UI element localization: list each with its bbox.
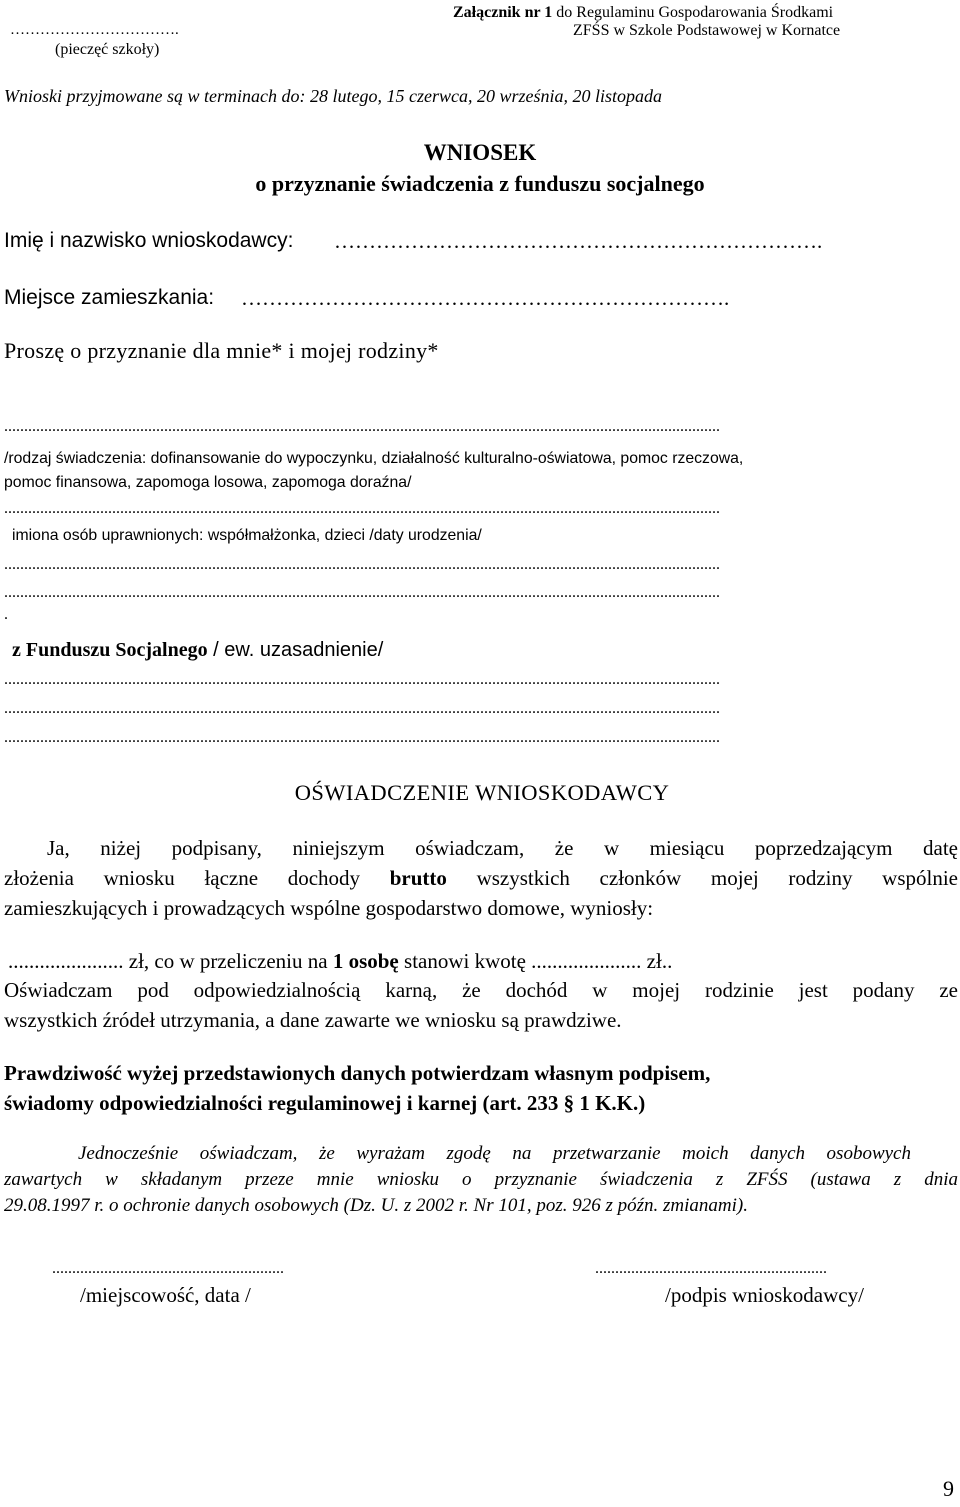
beneficiaries-hint: imiona osób uprawnionych: współmałżonka, dzieci /daty urodzenia/ bbox=[12, 527, 482, 544]
income-a: ...................... zł, co w przeliczeniu na bbox=[8, 949, 333, 973]
consent-line1: Jednocześnie oświadczam, że wyrażam zgodę na przetwarzanie moich danych osobowych bbox=[78, 1143, 911, 1164]
address-field[interactable]: ……………………………………………………………. bbox=[241, 286, 730, 310]
applicant-name-field[interactable]: ……………………………………………………………. bbox=[334, 229, 823, 253]
form-subtitle: o przyznanie świadczenia z funduszu socjalnego bbox=[255, 171, 705, 196]
fund-line bbox=[12, 639, 383, 662]
stamp-dots: ……………………………. bbox=[10, 22, 179, 38]
income-b: stanowi kwotę ..................... zł.. bbox=[398, 949, 673, 973]
benefit-type-hint-1: /rodzaj świadczenia: dofinansowanie do wypoczynku, działalność kulturalno-oświatowa, pomoc rzeczowa, bbox=[4, 450, 744, 467]
signature-label: /podpis wnioskodawcy/ bbox=[665, 1283, 864, 1307]
request-text: Proszę o przyznanie dla mnie* i mojej rodziny* bbox=[4, 338, 439, 363]
consent-line3: 29.08.1997 r. o ochronie danych osobowych (Dz. U. z 2002 r. Nr 101, poz. 926 z późn. zmianami). bbox=[4, 1195, 748, 1216]
deadlines-note: Wnioski przyjmowane są w terminach do: 28 lutego, 15 czerwca, 20 września, 20 listopada bbox=[4, 86, 662, 106]
benefit-type-hint-2: pomoc finansowa, zapomoga losowa, zapomoga doraźna/ bbox=[4, 474, 412, 491]
truth-statement-line2: świadomy odpowiedzialności regulaminowej i karnej (art. 233 § 1 K.K.) bbox=[4, 1091, 646, 1115]
benefit-type-line[interactable]: ................................................................................................................................................................................... bbox=[4, 418, 720, 435]
truth-statement-line1: Prawdziwość wyżej przedstawionych danych potwierdzam własnym podpisem, bbox=[4, 1061, 711, 1085]
stamp-label: (pieczęć szkoły) bbox=[55, 41, 160, 58]
beneficiaries-line[interactable]: ................................................................................................................................................................................... bbox=[4, 500, 720, 517]
fund-justification-hint: / ew. uzasadnienie/ bbox=[207, 639, 384, 661]
attachment-line2: ZFŚS w Szkole Podstawowej w Kornatce bbox=[573, 22, 841, 39]
justification-line-2[interactable]: ................................................................................................................................................................................... bbox=[4, 700, 720, 717]
declaration-heading: OŚWIADCZENIE WNIOSKODAWCY bbox=[294, 780, 670, 805]
attachment-line1 bbox=[453, 4, 833, 22]
declaration-p1-line2-a: złożenia wniosku łączne dochody bbox=[4, 866, 390, 890]
declaration-p2-line2: wszystkich źródeł utrzymania, a dane zawarte we wniosku są prawdziwe. bbox=[4, 1008, 622, 1032]
dot-end: . bbox=[4, 606, 8, 623]
declaration-p2-line1: Oświadczam pod odpowiedzialnością karną, że dochód w mojej rodzinie jest podany ze bbox=[4, 978, 958, 1002]
address-label: Miejsce zamieszkania: bbox=[4, 286, 215, 309]
declaration-p1-line2 bbox=[4, 866, 958, 891]
consent-line2: zawartych w składanym przeze mnie wniosku o przyznanie świadczenia z ZFŚS (ustawa z dnia bbox=[4, 1169, 958, 1190]
signature-field[interactable]: .......................................................... bbox=[595, 1260, 827, 1277]
income-per-person: 1 osobę bbox=[332, 949, 399, 973]
declaration-p1-line1: Ja, niżej podpisany, niniejszym oświadczam, że w miesiącu poprzedzającym datę bbox=[47, 836, 958, 860]
place-date-label: /miejscowość, data / bbox=[80, 1283, 251, 1307]
beneficiaries-line-3[interactable]: ................................................................................................................................................................................... bbox=[4, 584, 720, 601]
declaration-p1-line3: zamieszkujących i prowadzących wspólne gospodarstwo domowe, wyniosły: bbox=[4, 896, 654, 920]
income-line[interactable] bbox=[8, 949, 672, 974]
attachment-number: Załącznik nr 1 bbox=[453, 4, 553, 21]
page-number: 9 bbox=[943, 1476, 954, 1501]
declaration-brutto: brutto bbox=[389, 866, 447, 890]
fund-name: z Funduszu Socjalnego bbox=[12, 639, 208, 661]
beneficiaries-line-2[interactable]: ................................................................................................................................................................................... bbox=[4, 556, 720, 573]
form-title: WNIOSEK bbox=[423, 140, 537, 165]
declaration-p1-line2-b: wszystkich członków mojej rodziny wspólnie bbox=[446, 866, 958, 890]
attachment-text: do Regulaminu Gospodarowania Środkami bbox=[552, 4, 834, 21]
applicant-name-label: Imię i nazwisko wnioskodawcy: bbox=[4, 229, 294, 252]
justification-line-1[interactable]: ................................................................................................................................................................................... bbox=[4, 671, 720, 688]
justification-line-3[interactable]: ................................................................................................................................................................................... bbox=[4, 729, 720, 746]
place-date-field[interactable]: .......................................................... bbox=[52, 1260, 284, 1277]
